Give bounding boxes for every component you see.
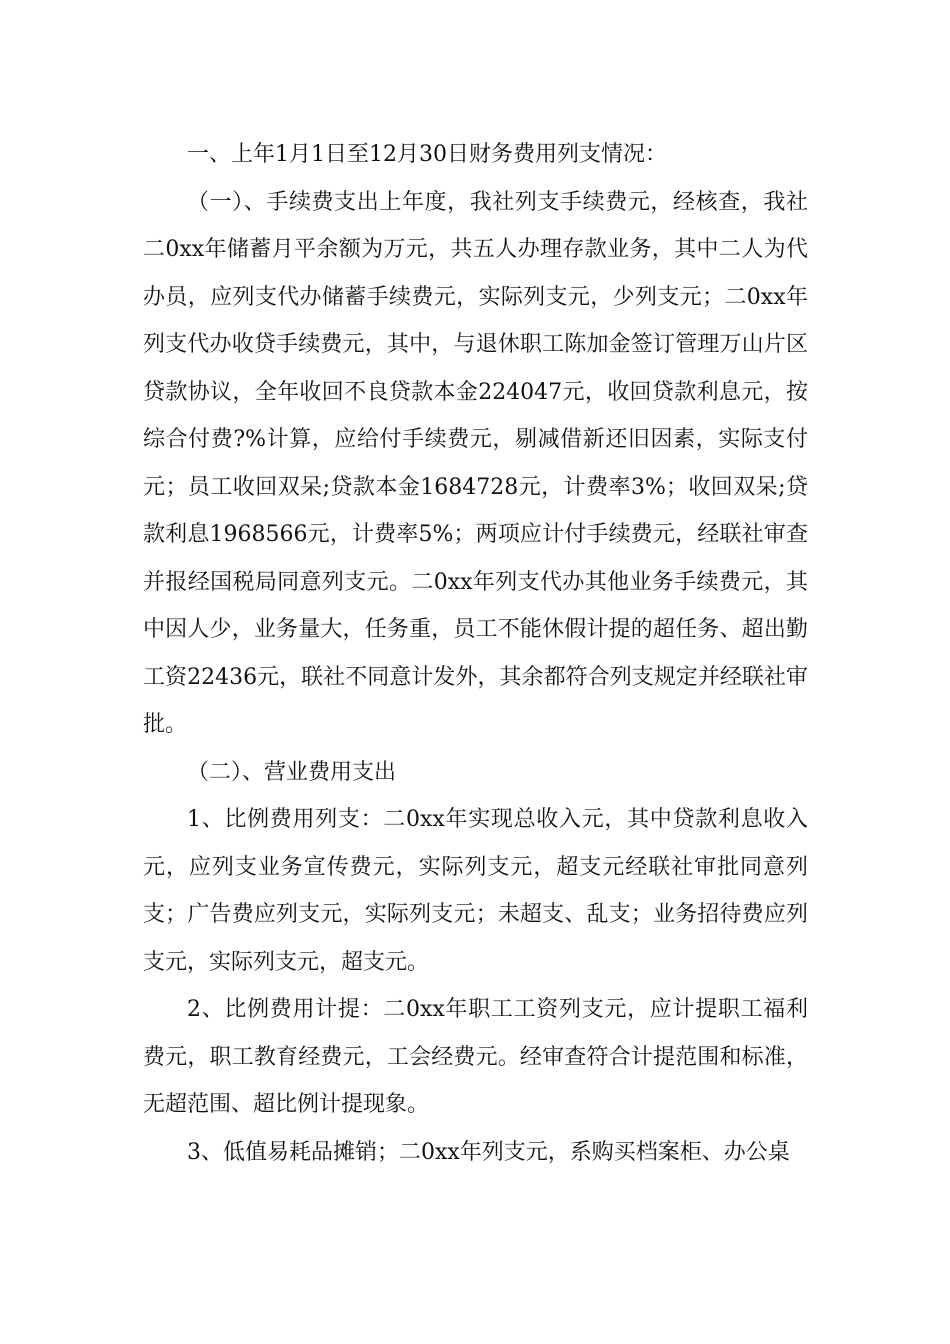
document-page [143,131,808,1176]
paragraph-low-value-consumables: 3、低值易耗品摊销；二0xx年列支元，系购买档案柜、办公桌 [187,1139,790,1165]
paragraph-ratio-provisions: 2、比例费用计提：二0xx年职工工资列支元，应计提职工福利费元，职工教育经费元，工会经费元。经审查符合计提范围和标准，无超范围、超比例计提现象。 [143,997,808,1117]
section-heading-1: 一、上年1月1日至12月30日财务费用列支情况： [187,142,667,167]
paragraph-ratio-expenses: 1、比例费用列支：二0xx年实现总收入元，其中贷款利息收入元，应列支业务宣传费元，实际列支元，超支元经联社审批同意列支；广告费应列支元，实际列支元；未超支、乱支；业务招待费应列支元，实际列支元，超支元。 [143,807,808,975]
section-heading-2: （二）、营业费用支出 [187,759,397,785]
paragraph-handling-fees: （一）、手续费支出上年度，我社列支手续费元，经核查，我社二0xx年储蓄月平余额为万元，共五人办理存款业务，其中二人为代办员，应列支代办储蓄手续费元，实际列支元，少列支元；二0xx年列支代办收贷手续费元，其中，与退休职工陈加金签订管理万山片区贷款协议，全年收回不良贷款本金224047元，收回贷款利息元，按综合付费?%计算，应给付手续费元，剔减借新还旧因素，实际支付元；员工收回双呆;贷款本金1684728元，计费率3%；收回双呆;贷款利息1968566元，计费率5%；两项应计付手续费元，经联社审查并报经国税局同意列支元。二0xx年列支代办其他业务手续费元，其中因人少，业务量大，任务重，员工不能休假计提的超任务、超出勤工资22436元，联社不同意计发外，其余都符合列支规定并经联社审批。 [143,189,808,737]
